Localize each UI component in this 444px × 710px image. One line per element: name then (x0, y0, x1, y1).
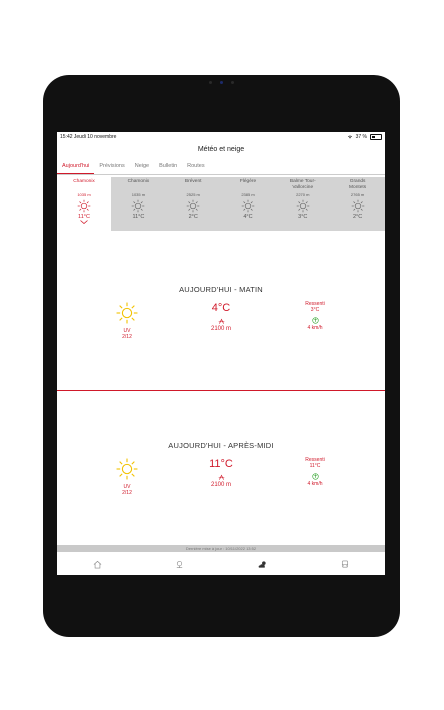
station-card[interactable] (330, 177, 385, 231)
station-altitude: 1035 m (131, 192, 146, 197)
temperature: 11°C (209, 458, 233, 470)
station-altitude: 2765 m (350, 192, 365, 197)
section-title: AUJOURD'HUI - MATIN (179, 285, 263, 294)
page-title: Météo et neige (197, 146, 245, 153)
temperature: 4°C (211, 302, 231, 314)
sun-icon (116, 302, 138, 324)
station-temp: 2°C (188, 214, 198, 220)
station-name: Flégère (239, 179, 257, 184)
weather-icon[interactable] (257, 560, 268, 569)
station-altitude: 2385 m (241, 192, 255, 197)
bottom-nav (57, 553, 385, 575)
station-temp: 3°C (298, 214, 308, 220)
station-altitude: 2270 m (296, 192, 310, 197)
station-altitude: 2525 m (186, 192, 200, 197)
station-card[interactable] (111, 177, 166, 231)
tab-bulletin[interactable]: Bulletin (159, 163, 178, 169)
uv-label: UV (123, 328, 131, 334)
morning-section (57, 285, 385, 340)
chevron-down-icon[interactable] (80, 220, 88, 224)
station-card[interactable] (275, 177, 330, 231)
station-name: Balme Tour- Vallorcine (289, 179, 316, 190)
last-update-bar: Dernière mise à jour : 10/11/2022 13:52 (57, 545, 385, 552)
battery-icon (370, 134, 382, 140)
status-time: 15:42 (60, 133, 73, 140)
freezing-level-icon (218, 318, 225, 325)
status-date: Jeudi 10 novembre (73, 133, 117, 140)
tab-snow[interactable]: Neige (134, 163, 150, 169)
wind-speed: 4 km/h (307, 481, 323, 487)
sun-icon (186, 199, 200, 213)
wind-icon (312, 317, 319, 324)
station-name: Grands Montets (349, 179, 367, 190)
station-name: Chamonix (127, 179, 150, 184)
station-strip (111, 177, 385, 231)
section-title: AUJOURD'HUI - APRÈS-MIDI (168, 441, 274, 450)
uv-value: 2/12 (122, 333, 132, 340)
section-divider (57, 390, 385, 391)
app-screen (57, 132, 385, 575)
sun-icon (131, 199, 145, 213)
freezing-level-icon (218, 474, 225, 481)
sun-icon (241, 199, 255, 213)
bus-icon[interactable] (341, 560, 349, 569)
afternoon-section (57, 441, 385, 496)
tab-roads[interactable]: Routes (187, 163, 205, 169)
tablet-frame (43, 75, 400, 637)
location-pin-icon[interactable] (175, 560, 184, 569)
station-selected[interactable] (57, 177, 111, 231)
feels-like-label: Ressenti (305, 301, 325, 307)
camera-icon (220, 81, 223, 84)
tab-forecast[interactable]: Prévisions (99, 163, 125, 169)
station-temp: 2°C (352, 214, 363, 220)
station-card[interactable] (221, 177, 276, 231)
home-icon[interactable] (93, 560, 102, 569)
freezing-level: 2100 m (210, 482, 231, 488)
sun-icon (351, 199, 365, 213)
camera-bar (43, 81, 400, 84)
status-bar (57, 132, 385, 141)
uv-value: 2/12 (122, 489, 132, 496)
station-card[interactable] (166, 177, 221, 231)
tab-bar (57, 159, 385, 175)
station-name: Brévent (184, 179, 202, 184)
sun-icon (116, 458, 138, 480)
battery-percent: 37 % (355, 133, 367, 140)
station-temp: 11°C (132, 214, 145, 220)
freezing-level: 2100 m (210, 326, 231, 332)
sun-icon (77, 199, 91, 213)
station-altitude: 1035 m (77, 192, 91, 197)
wind-speed: 4 km/h (307, 325, 323, 331)
station-name: Chamonix (73, 179, 95, 184)
tab-today[interactable]: Aujourd'hui (57, 159, 94, 174)
feels-like-label: Ressenti (305, 457, 325, 463)
wifi-icon (347, 134, 353, 139)
wind-icon (312, 473, 319, 480)
station-temp: 4°C (243, 214, 253, 220)
station-temp: 11°C (78, 214, 90, 220)
station-selector (57, 177, 385, 231)
sun-icon (296, 199, 310, 213)
feels-like-value: 11°C (309, 462, 321, 469)
feels-like-value: 3°C (310, 306, 320, 313)
uv-label: UV (123, 484, 131, 490)
